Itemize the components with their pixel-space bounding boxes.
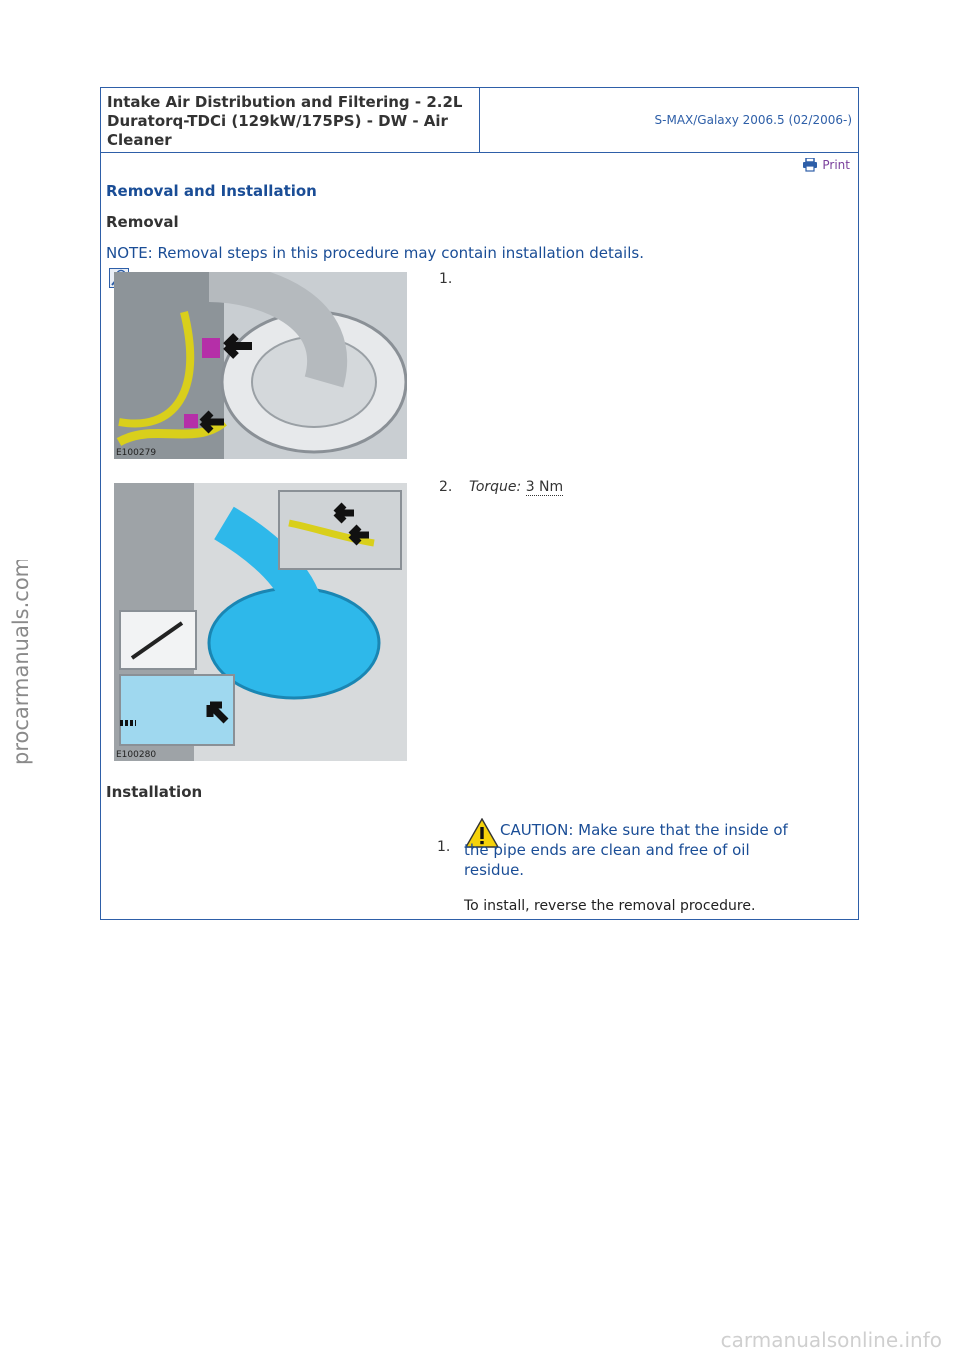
model-text: S-MAX/Galaxy 2006.5 (02/2006-) [654, 113, 852, 127]
printer-icon [802, 158, 818, 172]
install-instruction: To install, reverse the removal procedure. [464, 898, 756, 914]
image-code-2: E100280 [116, 750, 157, 760]
caution-line-1: CAUTION: Make sure that the inside of [500, 821, 788, 839]
step-2-number: 2. [439, 479, 453, 495]
torque-label: Torque: [469, 479, 522, 495]
print-label: Print [822, 158, 850, 172]
title-line-2: Duratorq-TDCi (129kW/175PS) - DW - Air [107, 112, 448, 130]
model-label [480, 88, 858, 153]
caution-line-3: residue. [464, 861, 525, 879]
installation-heading: Installation [106, 783, 203, 801]
step-2-torque [469, 479, 563, 495]
removal-heading: Removal [106, 213, 179, 231]
page-title [101, 88, 480, 153]
caution-text [464, 820, 824, 880]
section-title: Removal and Installation [106, 182, 317, 200]
step-1-image[interactable] [114, 272, 407, 459]
print-button[interactable] [802, 158, 850, 172]
side-watermark [2, 560, 38, 770]
step-1-number: 1. [439, 271, 453, 287]
image-code-1: E100279 [116, 448, 157, 458]
title-line-3: Cleaner [107, 131, 172, 149]
step-2-image[interactable] [114, 483, 407, 761]
torque-value: 3 Nm [525, 479, 564, 495]
install-step-number: 1. [437, 839, 451, 855]
note-text: NOTE: Removal steps in this procedure may contain installation details. [106, 244, 644, 262]
procedure-frame [100, 87, 859, 920]
side-watermark-text: procarmanuals.com [9, 560, 33, 765]
caution-line-2: the pipe ends are clean and free of oil [464, 841, 750, 859]
footer-watermark: carmanualsonline.info [720, 1328, 942, 1352]
title-line-1: Intake Air Distribution and Filtering - 2.2L [107, 93, 463, 111]
